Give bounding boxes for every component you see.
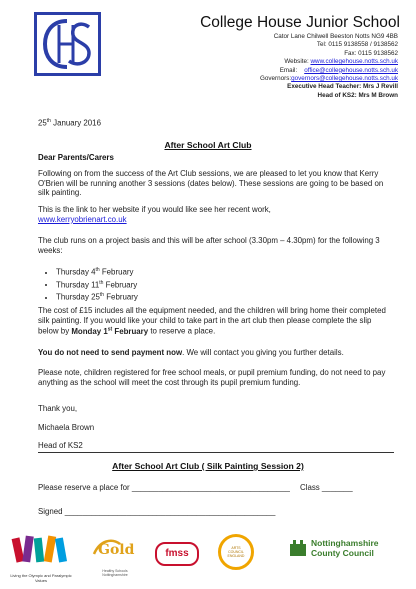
governors-label: Governors:: [259, 75, 292, 83]
fmss-text: fmss: [155, 542, 199, 566]
gold-healthy-schools-logo: [90, 534, 140, 578]
slip-title: After School Art Club ( Silk Painting Session 2): [112, 461, 304, 471]
paragraph-intro: Following on from the success of the Art Club sessions, we are pleased to let you know that Kerry O'Brien will be running another 3 sessions (dates below). These sessions are going to be based on silk painting.: [38, 169, 384, 198]
link-intro-text: This is the link to her website if you would like see her recent work,: [38, 205, 271, 214]
address-block: [260, 33, 398, 100]
school-name: College House Junior School: [200, 14, 400, 31]
paragraph-payment: [38, 348, 390, 358]
olympic-figures-icon: [8, 534, 74, 568]
email-row: [260, 67, 398, 75]
letter-date: [38, 117, 390, 128]
cost-text: The cost of £15 includes all the equipment needed, and the children will bring home their completed silk painting. If you would like your child to take part in the art club then please complete the slip below by: [38, 306, 386, 336]
signoff-name: Michaela Brown: [38, 423, 95, 432]
fax: Fax: 0115 9138562: [344, 49, 398, 57]
date-day: 25: [38, 118, 47, 128]
email-link[interactable]: office@collegehouse.notts.sch.uk: [304, 66, 398, 74]
telephone: Tel: 0115 9138558 / 9138562: [316, 41, 398, 49]
address-line: Cator Lane Chilwell Beeston Notts NG9 4BB: [273, 33, 398, 40]
deadline: Monday 1st February: [71, 326, 149, 336]
head-ks2: Head of KS2: Mrs M Brown: [317, 91, 398, 99]
thanks: Thank you,: [38, 404, 78, 413]
notts-line2: County Council: [311, 548, 374, 558]
website-row: [260, 58, 398, 66]
paragraph-link: [38, 205, 390, 224]
artist-website-link[interactable]: www.kerryobrienart.co.uk: [38, 214, 127, 224]
payment-bold: You do not need to send payment now: [38, 348, 183, 357]
website-link[interactable]: www.collegehouse.notts.sch.uk: [310, 58, 398, 66]
date-item: • Thursday 11th February: [56, 278, 390, 291]
gold-text: Gold: [98, 542, 135, 558]
county-crest-icon: [288, 538, 308, 558]
notts-county-council-logo: [288, 534, 408, 578]
divider: [38, 452, 394, 453]
arts-council-text: ARTS COUNCIL ENGLAND: [227, 546, 245, 558]
head-teacher: Executive Head Teacher: Mrs J Revill: [287, 83, 398, 91]
paragraph-schedule: The club runs on a project basis and this will be after school (3.30pm – 4.30pm) for the following 3 weeks:: [38, 236, 380, 255]
email-label: Email:: [279, 66, 298, 74]
date-item: • Thursday 25th February: [56, 290, 390, 303]
notts-line1: Nottinghamshire: [311, 538, 379, 548]
school-logo: [34, 12, 101, 76]
olympic-caption: Living the Olympic and Paralympic Values: [10, 573, 72, 583]
signed-line[interactable]: Signed ________________________________________________: [38, 507, 276, 516]
fmss-logo: [155, 534, 200, 578]
governors-row: [260, 75, 398, 83]
arts-council-ring: [218, 534, 254, 570]
governors-email-link[interactable]: governors@collegehouse.notts.sch.uk: [291, 75, 398, 83]
letter-title: After School Art Club: [164, 140, 252, 150]
paragraph-cost: [38, 306, 390, 336]
date-rest: January 2016: [50, 118, 101, 128]
olympic-values-logo: [8, 534, 74, 583]
website-label: Website:: [284, 58, 309, 66]
payment-rest: . We will contact you giving you further details.: [182, 348, 344, 357]
dates-list: [38, 265, 390, 303]
cost-text-end: to reserve a place.: [148, 326, 216, 336]
paragraph-funding: Please note, children registered for free school meals, or pupil premium funding, do not need to pay anything as the school will meet the cost through its pupil premium funding.: [38, 368, 386, 387]
class-line[interactable]: Class _______: [300, 483, 353, 492]
salutation: Dear Parents/Carers: [38, 153, 114, 162]
reserve-line[interactable]: Please reserve a place for ____________________________________: [38, 483, 290, 492]
gold-caption: Healthy Schools Nottinghamshire: [102, 569, 128, 577]
chs-monogram-icon: [37, 15, 98, 73]
arts-council-logo: [218, 534, 262, 578]
date-item: • Thursday 4th February: [56, 265, 390, 278]
signoff-role: Head of KS2: [38, 441, 83, 450]
date-sup: th: [46, 118, 51, 124]
